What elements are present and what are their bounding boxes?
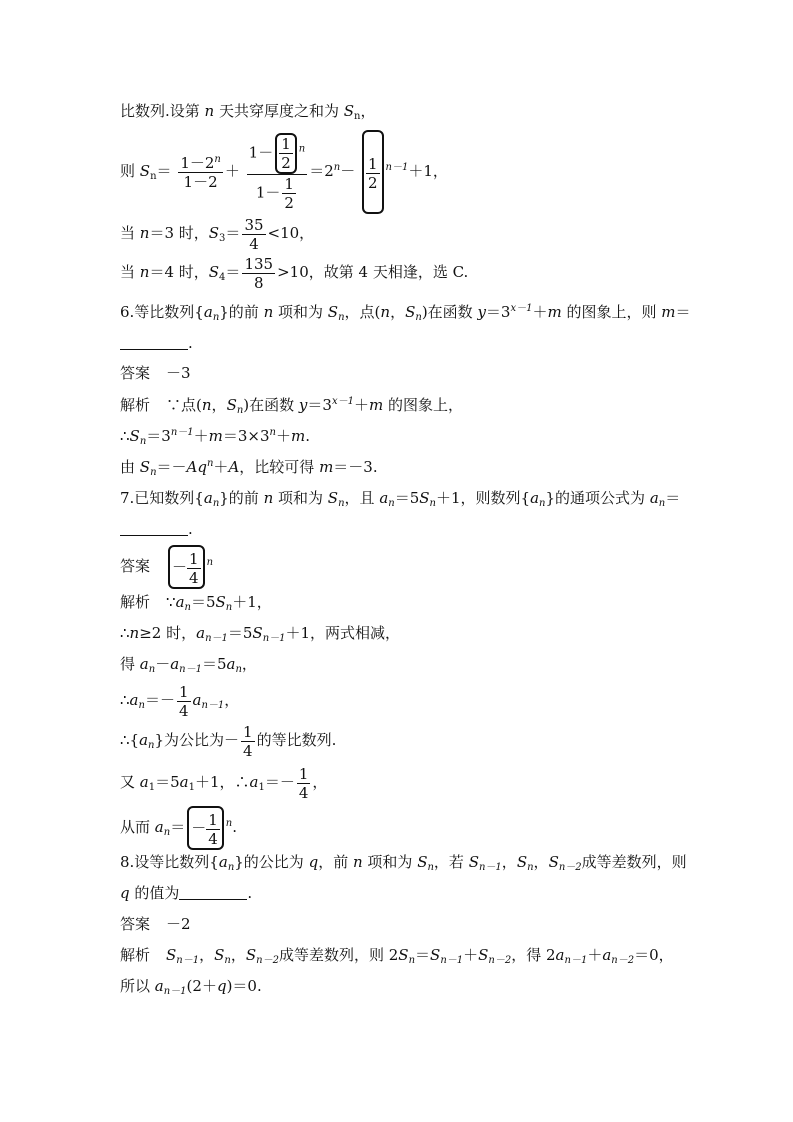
solution-line: 解析 $\because a_n=5S_n+1$， <box>120 593 272 613</box>
question-7: 7.已知数列$\{a_n\}$的前 n 项和为 $S_n$，且 $a_n=5S_n+1$，则数列$\{a_n\}$的通项公式为 $a_n=$ <box>120 489 681 509</box>
answer-7: 答案 － $\frac{1}{4}$ $^n$ <box>120 545 213 589</box>
text-line: 比数列.设第 n 天共穿厚度之和为 $S_n$， <box>120 102 376 122</box>
solution-line: 得 $a_n-a_{n-1}=5a_n$， <box>120 655 257 675</box>
solution-line: 解析 ∵点(n，$S_n$)在函数 $y=3^{x-1}+m$ 的图象上， <box>120 396 463 416</box>
text-line: 当 n＝4 时，$S_4=$ $\frac{135}{8}$ >10，故第 4 天相逢，选 C. <box>120 254 469 292</box>
question-6: 6.等比数列$\{a_n\}$的前 n 项和为 $S_n$，点(n，$S_n$)在函数 $y=3^{x-1}+m$ 的图象上，则 m＝ <box>120 303 691 323</box>
answer-6: 答案 －3 <box>120 364 191 382</box>
solution-line: 又 $a_1=5a_1+1$，$\therefore a_1=-$ $\frac{1}{4}$ ， <box>120 764 328 802</box>
solution-line: $\therefore\{a_n\}$为公比为－ $\frac{1}{4}$ 的等比数列. <box>120 722 337 760</box>
solution-line: 由 $S_n=-Aq^n+A$，比较可得 m＝－3. <box>120 458 378 478</box>
solution-line: 从而 $a_n=$ － $\frac{1}{4}$ $^n$. <box>120 806 237 850</box>
solution-line: 解析 $S_{n-1}$，$S_n$，$S_{n-2}$成等差数列，则 $2S_n=S_{n-1}+S_{n-2}$，得 $2a_{n-1}+a_{n-2}=0$， <box>120 946 674 966</box>
question-8: 8.设等比数列$\{a_n\}$的公比为 q，前 n 项和为 $S_n$，若 $S_{n-1}$，$S_n$，$S_{n-2}$成等差数列，则 <box>120 853 687 873</box>
solution-line: $\therefore S_n=3^{n-1}+m=3\times 3^n+m$. <box>120 427 311 447</box>
answer-blank: . <box>120 519 193 539</box>
fraction: 1－ $\frac{1}{2}$ $^n$ 1－ $\frac{1}{2}$ <box>248 134 306 212</box>
fraction: $\frac{1-2^n}{1-2}$ <box>180 153 221 191</box>
text-line: 当 n＝3 时，$S_3=$ $\frac{35}{4}$ <10， <box>120 215 315 253</box>
solution-line: $\therefore a_n=-$ $\frac{1}{4}$ $a_{n-1}$， <box>120 682 240 720</box>
answer-8: 答案 －2 <box>120 915 191 933</box>
solution-line: 所以 $a_{n-1}(2+q)=0$. <box>120 977 262 997</box>
formula-line: 则 $S_n=$ $\frac{1-2^n}{1-2}$ ＋ 1－ $\frac{1}{2}$ $^n$ 1－ $\frac{1}{2}$ $=2^n-$ $\frac{1}{2}$ $^{n-1}$＋1， <box>120 130 448 210</box>
question-8-cont: q 的值为 . <box>120 884 253 902</box>
answer-blank: . <box>120 333 193 353</box>
solution-line: ∴n≥2 时，$a_{n-1}=5S_{n-1}+1$，两式相减， <box>120 624 401 644</box>
